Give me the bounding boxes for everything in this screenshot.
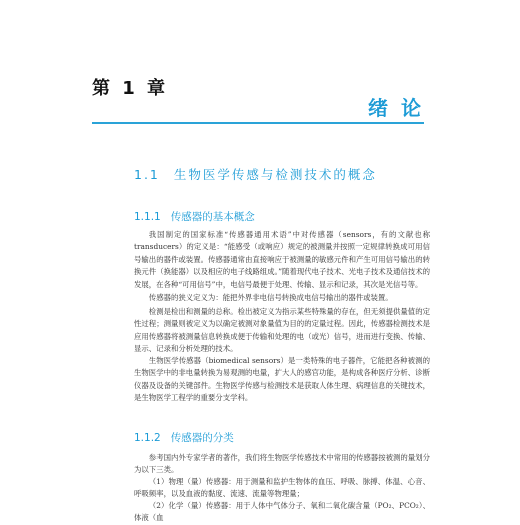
chapter-divider [92,122,424,124]
paragraph: 我国制定的国家标准“传感器通用术语”中对传感器（sensors，有的文献也称 transducers）的定义是：“能感受（或响应）规定的被测量并按照一定规律转换成可用信号输出的器件或装置。传感器通常由直接响应于被测量的敏感元件和产生可用信号输出的转换元件（换能器）以及相应的电子线路组成。”随着现代电子技术、光电子技术及通信技术的发展，在各种“可用信号”中，电信号最便于处理、传输、显示和记录，其次是光信号等。 [134,230,430,289]
subsection-number: 1.1.1 [134,211,161,223]
chapter-title: 绪 论 [368,96,424,120]
subsection-title: 传感器的分类 [170,432,234,444]
section-heading [134,165,377,183]
section-title: 生物医学传感与检测技术的概念 [173,167,377,182]
paragraph: 检测是检出和测量的总称。检出被定义为指示某些特殊量的存在，但无须提供量值的定性过程；测量则被定义为以确定被测对象量值为目的的定量过程。因此，传感器检测技术是应用传感器将被测量信息转换成便于传输和处理的电（或光）信号，进而进行变换、传输、显示、记录和分析处理的技术。 [134,307,430,354]
subsection-number: 1.1.2 [134,432,161,444]
paragraph: 参考国内外专家学者的著作，我们将生物医学传感技术中常用的传感器按被测的量划分为以下三类。 [134,453,430,475]
paragraph: （2）化学（量）传感器：用于人体中气体分子、氧和二氧化碳含量（PO₂、PCO₂）、体液（血 [134,501,430,523]
subsection-heading-2 [134,430,234,445]
paragraph: 传感器的狭义定义为：能把外界非电信号转换成电信号输出的器件或装置。 [148,293,393,302]
subsection-title: 传感器的基本概念 [170,211,255,223]
chapter-label: 第 1 章 [92,78,169,99]
paragraph: （1）物理（量）传感器：用于测量和监护生物体的血压、呼吸、脉搏、体温、心音、呼吸频率，以及血液的黏度、流速、流量等物理量； [134,477,430,499]
subsection-heading-1 [134,209,255,224]
section-number: 1.1 [134,167,160,182]
paragraph: 生物医学传感器（biomedical sensors）是一类特殊的电子器件，它能把各种被测的生物医学中的非电量转换为易观测的电量，扩大人的感官功能，是构成各种医疗分析、诊断仪器及设备的关键部件。生物医学传感与检测技术是获取人体生理、病理信息的关键技术，是生物医学工程学的重要分支学科。 [134,356,430,403]
